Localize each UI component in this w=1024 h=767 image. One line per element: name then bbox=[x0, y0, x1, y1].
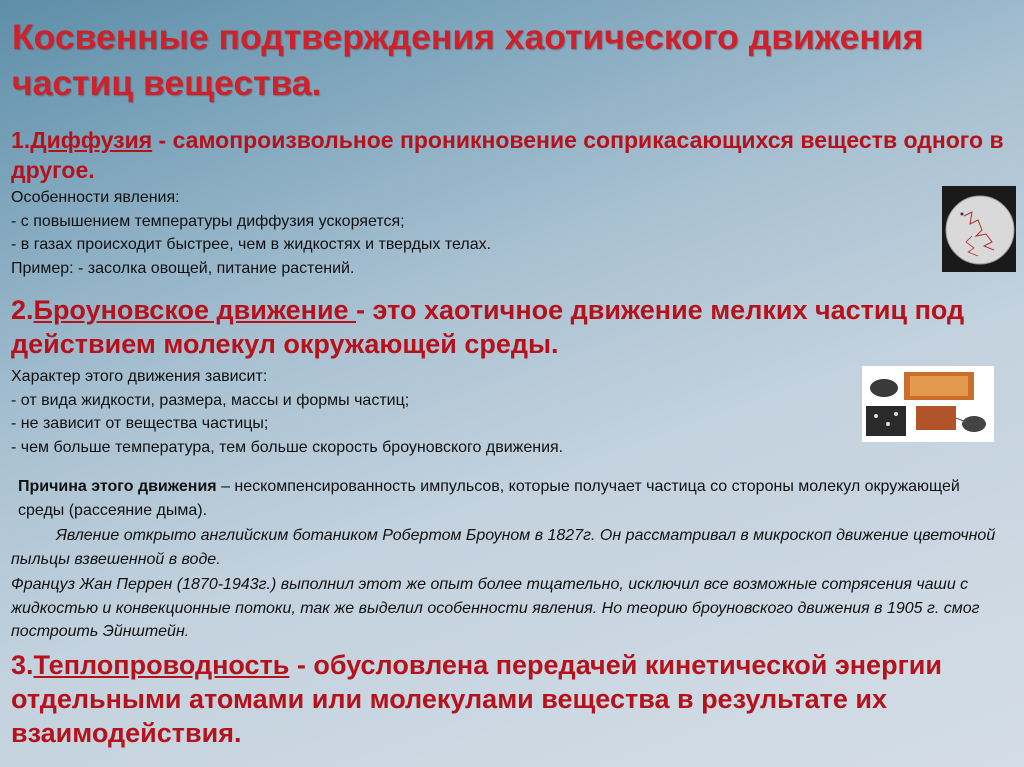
brownian-line: - от вида жидкости, размера, массы и формы частиц; bbox=[11, 391, 410, 409]
brownian-features bbox=[11, 365, 1006, 459]
diffusion-term: Диффузия bbox=[30, 127, 153, 153]
conductivity-number: 3. bbox=[11, 650, 34, 680]
brownian-cause-label: Причина этого движения bbox=[18, 478, 217, 495]
brownian-line: - чем больше температура, тем больше скорость броуновского движения. bbox=[11, 438, 564, 456]
diffusion-line: Пример: - засолка овощей, питание растений. bbox=[11, 259, 355, 277]
brownian-cause bbox=[18, 475, 1008, 522]
diffusion-heading bbox=[11, 125, 1006, 185]
brownian-cause-text: – нескомпенсированность импульсов, которые получает частица со стороны молекул окружающей среды (рассеяние дыма). bbox=[18, 478, 960, 519]
brownian-heading bbox=[11, 293, 1006, 361]
conductivity-term: Теплопроводность bbox=[33, 650, 290, 680]
brownian-term: Броуновское движение bbox=[33, 295, 357, 325]
brownian-definition: - это хаотичное движение мелких частиц под действием молекул окружающей среды. bbox=[11, 295, 965, 359]
brownian-history-perrin: Француз Жан Перрен (1870-1943г.) выполнил этот же опыт более тщательно, исключил все возможные сотрясения чаши с жидкостью и конвекционные потоки, так же выделил особенности явления. Но теорию броуновского движения в 1905 г. смог построить Эйнштейн. bbox=[11, 576, 980, 640]
diffusion-features bbox=[11, 186, 1006, 280]
diffusion-number: 1. bbox=[11, 127, 31, 153]
diffusion-definition: - самопроизвольное проникновение соприкасающихся веществ одного в другое. bbox=[11, 127, 1004, 183]
diffusion-line: Особенности явления: bbox=[11, 189, 180, 206]
brownian-number: 2. bbox=[11, 295, 34, 325]
brownian-line: - не зависит от вещества частицы; bbox=[11, 415, 269, 432]
brownian-path-icon bbox=[942, 186, 1016, 272]
diffusion-line: - с повышением температуры диффузия ускоряется; bbox=[11, 212, 405, 230]
brownian-history-brown: Явление открыто английским ботаником Робертом Броуном в 1827г. Он рассматривал в микроскоп движение цветочной пыльцы взвешенной в воде. bbox=[11, 527, 996, 568]
brownian-line: Характер этого движения зависит: bbox=[11, 368, 268, 385]
brownian-image bbox=[862, 366, 994, 442]
slide-title: Косвенные подтверждения хаотического движения частиц вещества. bbox=[12, 17, 924, 103]
conductivity-definition: - обусловлена передачей кинетической энергии отдельными атомами или молекулами вещества в результате их взаимодействия. bbox=[11, 650, 943, 748]
conductivity-heading bbox=[11, 648, 1006, 750]
diffusion-line: - в газах происходит быстрее, чем в жидкостях и твердых телах. bbox=[11, 236, 492, 253]
microscope-experiment-icon bbox=[862, 366, 994, 442]
diffusion-image bbox=[942, 186, 1016, 272]
